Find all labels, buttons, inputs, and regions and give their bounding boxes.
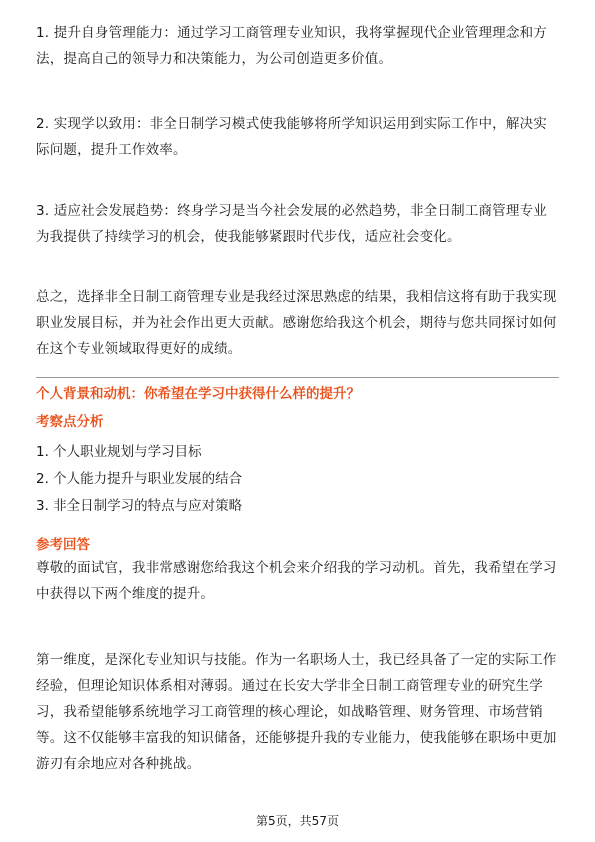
answer-heading: 参考回答	[36, 537, 90, 553]
question-title: 个人背景和动机：你希望在学习中获得什么样的提升？	[36, 386, 360, 402]
analysis-list	[36, 439, 242, 520]
page-number: 第5页，共57页	[256, 814, 339, 828]
analysis-heading: 考察点分析	[36, 414, 104, 430]
paragraph-apply-learning: 2. 实现学以致用：非全日制学习模式使我能够将所学知识运用到实际工作中，解决实际问题，提升工作效率。	[36, 116, 547, 158]
paragraph-conclusion: 总之，选择非全日制工商管理专业是我经过深思熟虑的结果，我相信这将有助于我实现职业发展目标，并为社会作出更大贡献。感谢您给我这个机会，期待与您共同探讨如何在这个专业领域取得更好的成绩。	[36, 289, 557, 357]
paragraph-management-ability: 1. 提升自身管理能力：通过学习工商管理专业知识，我将掌握现代企业管理理念和方法，提高自己的领导力和决策能力，为公司创造更多价值。	[36, 25, 547, 67]
paragraph-social-trend: 3. 适应社会发展趋势：终身学习是当今社会发展的必然趋势，非全日制工商管理专业为我提供了持续学习的机会，使我能够紧跟时代步伐，适应社会变化。	[36, 203, 547, 245]
list-item: 2. 个人能力提升与职业发展的结合	[36, 471, 243, 487]
list-item: 1. 个人职业规划与学习目标	[36, 444, 202, 460]
list-item: 3. 非全日制学习的特点与应对策略	[36, 498, 243, 514]
section-divider	[36, 377, 559, 378]
answer-paragraph-first-dimension: 第一维度，是深化专业知识与技能。作为一名职场人士，我已经具备了一定的实际工作经验，但理论知识体系相对薄弱。通过在长安大学非全日制工商管理专业的研究生学习，我希望能够系统地学习工商管理的核心理论，如战略管理、财务管理、市场营销等。这不仅能够丰富我的知识储备，还能够提升我的专业能力，使我能够在职场中更加游刃有余地应对各种挑战。	[36, 652, 557, 772]
answer-paragraph-intro: 尊敬的面试官，我非常感谢您给我这个机会来介绍我的学习动机。首先，我希望在学习中获得以下两个维度的提升。	[36, 560, 557, 602]
